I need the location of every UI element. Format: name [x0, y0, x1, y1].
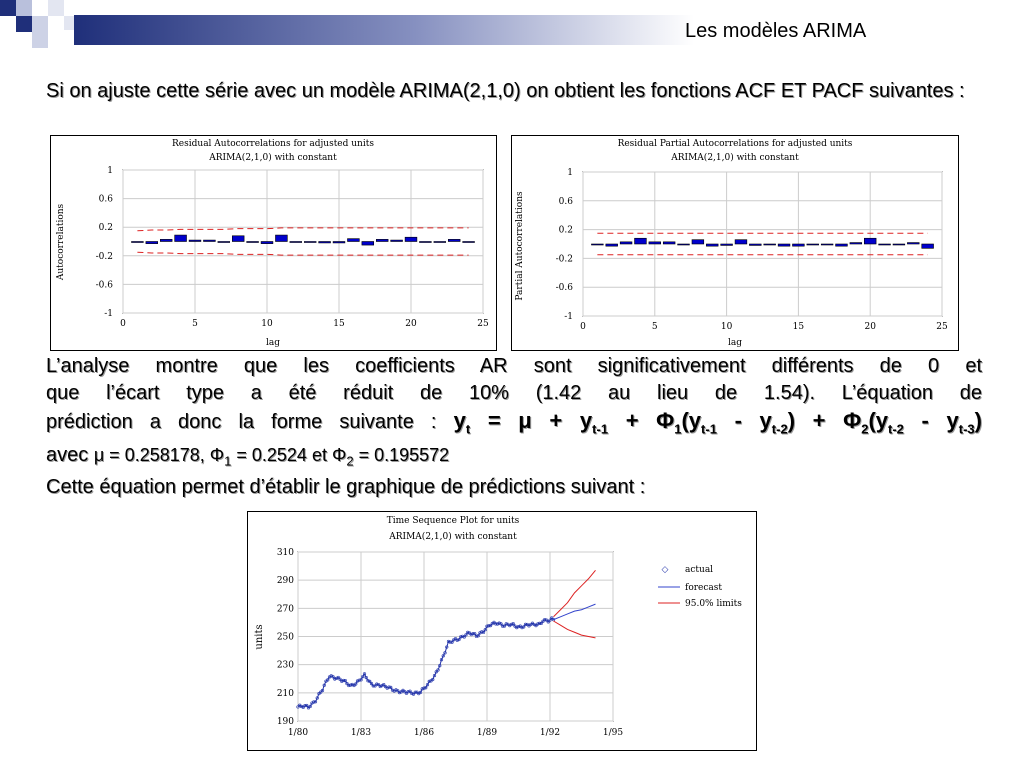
eq-part: ) — [974, 408, 982, 433]
bar — [649, 242, 661, 244]
x-tick-label: 1/95 — [602, 728, 624, 738]
analysis-line-2: que l’écart type a été réduit de 10% (1.42 au lieu de 1.54). L’équation de — [46, 382, 982, 404]
eq-part: t-2 — [771, 421, 788, 437]
acf-chart-svg — [51, 136, 496, 350]
bar — [261, 242, 273, 244]
bar — [304, 242, 316, 243]
decor-square — [32, 32, 48, 48]
lower-limit-line — [554, 621, 596, 638]
bar — [448, 239, 460, 241]
bar — [836, 244, 848, 246]
avec-label: avec — [46, 444, 94, 467]
analysis-line-3-start: prédiction a donc la forme suivante : — [46, 411, 454, 433]
y-tick-label: 0.6 — [558, 196, 573, 207]
x-tick-label: 0 — [580, 322, 586, 332]
x-tick-label: 5 — [192, 319, 198, 329]
param-part: = 0.195572 — [353, 445, 450, 466]
bar — [893, 244, 905, 245]
eq-part: (y — [681, 408, 702, 433]
x-tick-label: 1/86 — [413, 728, 435, 738]
eq-part: = μ + — [470, 408, 580, 433]
prediction-equation — [453, 408, 982, 437]
bar — [247, 242, 259, 243]
bar — [333, 242, 345, 243]
eq-part: t-1 — [592, 421, 609, 437]
x-tick-label: 1/83 — [350, 728, 372, 738]
title-gradient-bar — [74, 15, 694, 45]
bar — [405, 237, 417, 241]
bar — [146, 242, 158, 244]
legend-forecast: forecast — [685, 583, 723, 593]
eq-part: t — [465, 421, 471, 437]
bar — [232, 236, 244, 242]
x-tick-label: 1/89 — [476, 728, 498, 738]
x-tick-label: 1/80 — [287, 728, 309, 738]
x-tick-label: 20 — [405, 319, 417, 329]
chart-subtitle: ARIMA(2,1,0) with constant — [389, 532, 517, 542]
x-tick-label: 5 — [651, 322, 658, 332]
bar — [362, 242, 374, 246]
decor-square — [48, 0, 64, 16]
bar — [218, 242, 230, 243]
eq-part: y — [453, 408, 466, 433]
decor-square — [16, 16, 32, 32]
legend-actual: actual — [685, 565, 714, 575]
bar — [907, 243, 919, 244]
bar — [160, 239, 172, 241]
bar — [635, 238, 647, 244]
y-tick-label: -1 — [104, 309, 113, 319]
upper-limit-line — [554, 570, 596, 616]
y-tick-label: -0.6 — [555, 283, 573, 294]
pacf-chart-svg — [512, 136, 958, 350]
bar — [203, 240, 215, 241]
conclusion-text: Cette équation permet d’établir le graphique de prédictions suivant : — [46, 475, 646, 498]
y-tick-label: 210 — [276, 688, 294, 699]
bar — [319, 242, 331, 243]
actual-points — [297, 617, 555, 709]
chart-subtitle: ARIMA(2,1,0) with constant — [671, 153, 799, 163]
y-tick-label: 270 — [276, 604, 294, 615]
slide-title: Les modèles ARIMA — [685, 20, 867, 42]
bar — [376, 239, 388, 241]
x-axis-label: lag — [265, 338, 281, 348]
x-tick-label: 25 — [936, 322, 948, 332]
bar — [793, 244, 805, 246]
eq-part: t-1 — [701, 421, 717, 437]
y-axis-label: units — [254, 624, 265, 650]
eq-part: t-2 — [888, 421, 904, 437]
x-tick-label: 15 — [333, 319, 345, 329]
analysis-text — [46, 353, 982, 499]
bar — [778, 244, 790, 246]
x-tick-label: 10 — [261, 319, 273, 329]
bar — [131, 242, 143, 243]
eq-part: 2 — [861, 421, 869, 437]
param-part: 1 — [224, 453, 232, 469]
x-tick-label: 10 — [720, 322, 733, 332]
x-tick-label: 1/92 — [539, 728, 561, 738]
acf-chart — [50, 135, 497, 351]
decor-square — [16, 0, 32, 16]
bar — [692, 240, 704, 244]
time-sequence-chart — [247, 511, 757, 751]
x-tick-label: 15 — [792, 322, 805, 332]
x-tick-label: 25 — [477, 319, 489, 329]
eq-part: ) + Φ — [787, 408, 862, 433]
bar — [275, 235, 287, 241]
x-axis-label: lag — [727, 338, 743, 348]
eq-part: (y — [868, 408, 889, 433]
bar — [706, 244, 718, 246]
bar — [175, 235, 187, 241]
y-tick-label: -1 — [564, 312, 573, 322]
chart-title: Residual Partial Autocorrelations for adjusted units — [617, 139, 853, 149]
chart-title: Time Sequence Plot for units — [386, 516, 520, 526]
bar — [749, 244, 761, 245]
y-tick-label: 310 — [276, 548, 294, 558]
param-part: 2 — [346, 453, 354, 469]
bar — [434, 242, 446, 243]
decor-square — [32, 16, 48, 32]
param-part: μ = 0.258178, Φ — [93, 445, 225, 466]
bar — [678, 244, 690, 245]
bar — [189, 240, 201, 241]
y-tick-label: 230 — [276, 660, 294, 671]
analysis-line-3 — [46, 407, 982, 442]
y-tick-label: -0.2 — [95, 251, 113, 262]
bar — [419, 242, 431, 243]
y-tick-label: -0.6 — [95, 280, 113, 291]
bar — [850, 243, 862, 244]
lower-limit-line — [137, 252, 468, 255]
bar — [879, 244, 891, 245]
y-axis-label: Autocorrelations — [56, 203, 66, 281]
bar — [922, 244, 934, 248]
time-sequence-chart-svg — [248, 512, 756, 750]
bar — [463, 242, 475, 243]
y-axis-label: Partial Autocorrelations — [515, 191, 525, 301]
bar — [807, 244, 819, 245]
y-tick-label: 1 — [567, 168, 573, 178]
eq-part: t-3 — [958, 421, 975, 437]
bar — [347, 239, 359, 242]
y-tick-label: 290 — [276, 576, 294, 587]
actual-line — [298, 618, 554, 708]
bar — [663, 242, 675, 244]
y-tick-label: 250 — [276, 632, 294, 643]
chart-title: Residual Autocorrelations for adjusted units — [172, 139, 374, 149]
bar — [735, 240, 747, 244]
eq-part: 1 — [674, 421, 682, 437]
legend-marker-actual: ◇ — [661, 565, 669, 575]
eq-part: + Φ — [608, 408, 675, 433]
legend-limits: 95.0% limits — [685, 599, 742, 609]
forecast-line — [554, 604, 596, 619]
bar — [864, 238, 876, 244]
y-tick-label: 0.2 — [558, 225, 573, 236]
bar — [391, 240, 403, 241]
decor-square — [0, 0, 16, 16]
eq-part: - y — [716, 408, 772, 433]
bar — [821, 244, 833, 245]
y-tick-label: -0.2 — [555, 254, 573, 265]
analysis-line-1: L’analyse montre que les coefficients AR sont significativement différents de 0 et — [46, 355, 982, 377]
y-tick-label: 0.6 — [98, 194, 113, 205]
bar — [290, 242, 302, 243]
pacf-chart — [511, 135, 959, 351]
y-tick-label: 0.2 — [98, 223, 113, 234]
chart-subtitle: ARIMA(2,1,0) with constant — [209, 153, 337, 163]
eq-part: y — [579, 408, 593, 433]
bar — [764, 244, 776, 245]
eq-part: - y — [903, 408, 959, 433]
bar — [591, 244, 603, 245]
y-tick-label: 190 — [276, 717, 294, 727]
upper-limit-line — [137, 228, 468, 231]
y-tick-label: 1 — [107, 166, 113, 176]
parameter-values — [93, 445, 450, 469]
x-tick-label: 20 — [864, 322, 876, 332]
x-tick-label: 0 — [120, 319, 126, 329]
bar — [620, 242, 632, 244]
param-part: = 0.2524 et Φ — [231, 445, 347, 466]
intro-text: Si on ajuste cette série avec un modèle ARIMA(2,1,0) on obtient les fonctions ACF ET PACF suivantes : — [46, 80, 965, 102]
bar — [606, 244, 618, 246]
bar — [721, 244, 733, 245]
parameter-line — [46, 442, 982, 475]
legend — [658, 565, 742, 609]
